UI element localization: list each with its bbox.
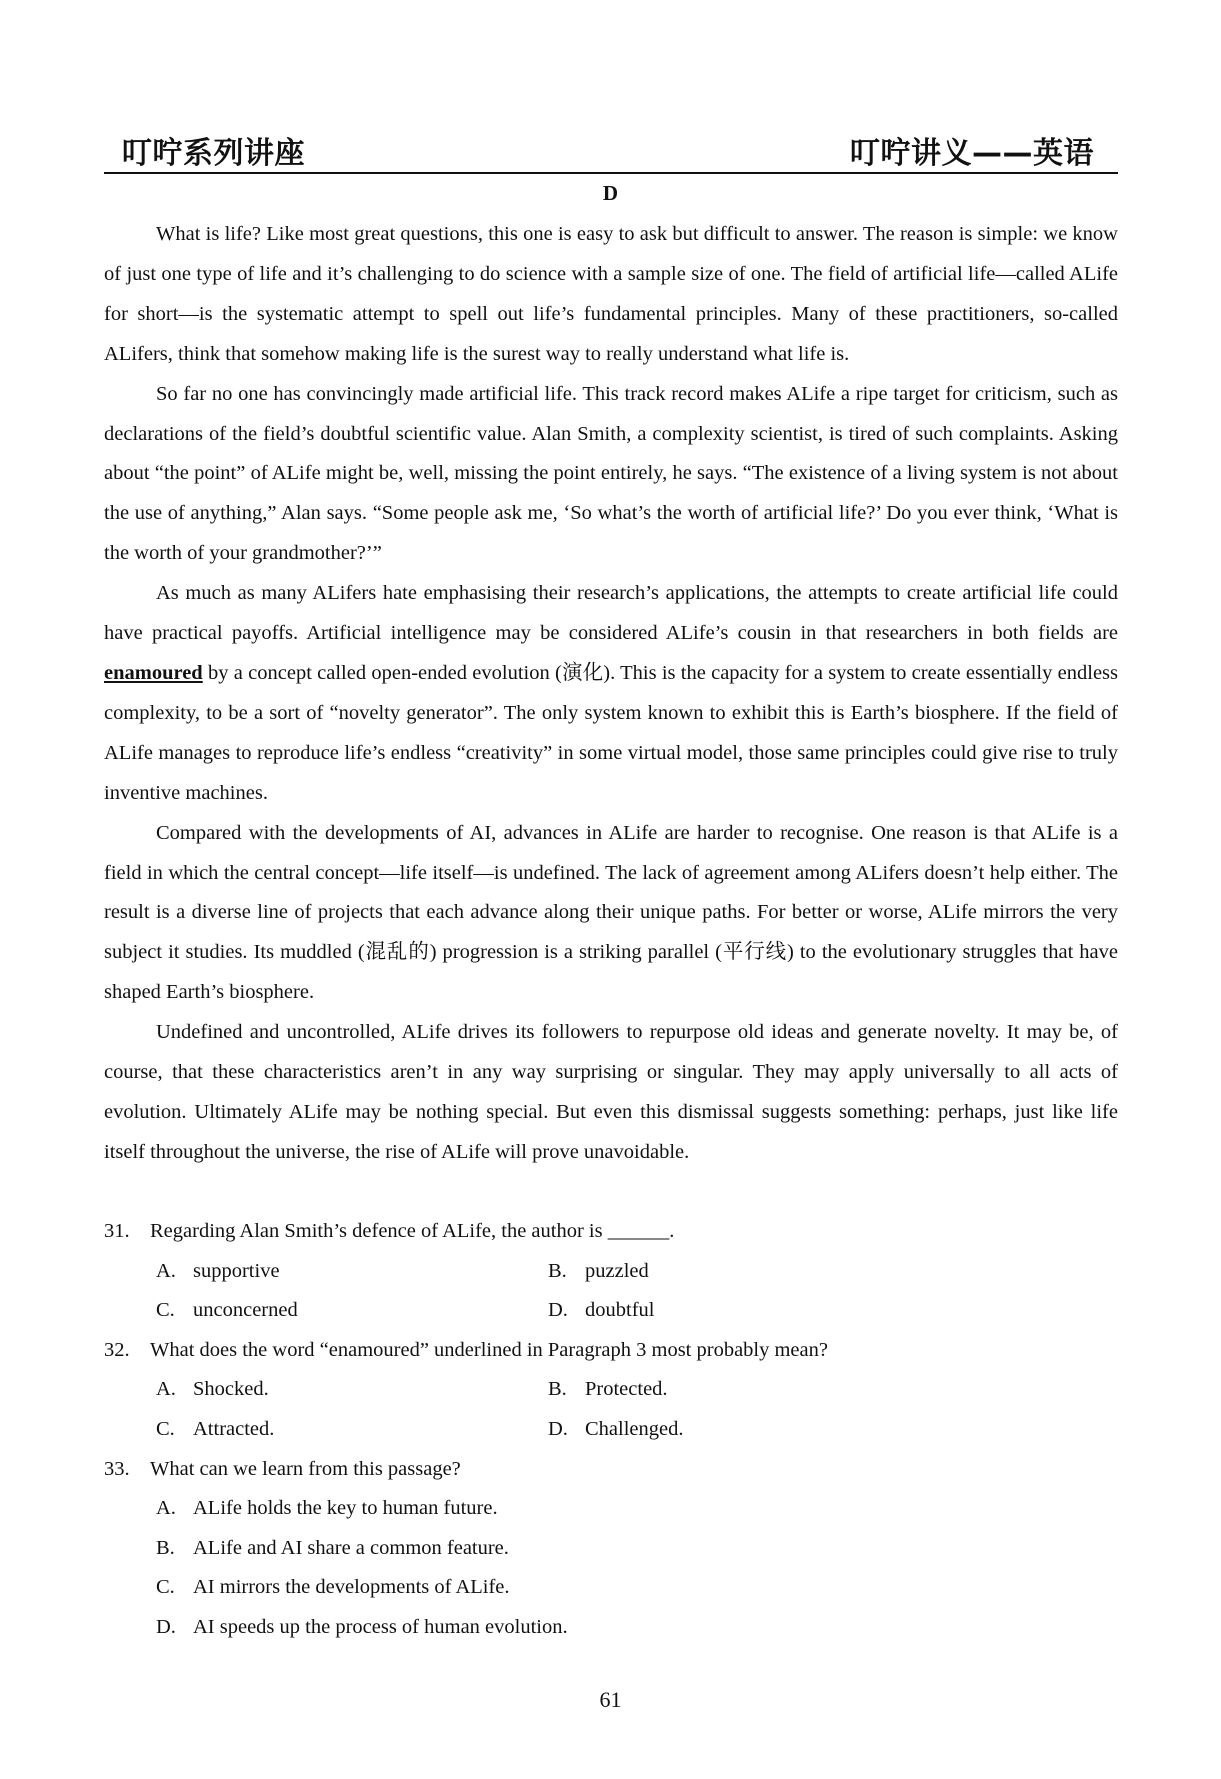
- options-row: [104, 1252, 1118, 1292]
- paragraph-2: So far no one has convincingly made artificial life. This track record makes ALife a ripe target for criticism, such as declarations of the field’s doubtful scientific value. Alan Smith, a complexity scientist, is tired of such complaints. Asking about “the point” of ALife might be, well, missing the point entirely, he says. “The existence of a living system is not about the use of anything,” Alan says. “Some people ask me, ‘So what’s the worth of artificial life?’ Do you ever think, ‘What is the worth of your grandmother?’”: [104, 382, 1118, 565]
- option-letter: B.: [548, 1259, 567, 1282]
- option-letter: A.: [156, 1259, 176, 1282]
- option-text: AI mirrors the developments of ALife.: [193, 1576, 510, 1599]
- option-d[interactable]: [548, 1291, 940, 1331]
- section-letter: D: [602, 181, 619, 205]
- option-b[interactable]: [104, 1529, 1118, 1569]
- handout-title: 叮咛讲义——英语: [850, 136, 1094, 171]
- option-a[interactable]: [104, 1489, 1118, 1529]
- option-text: ALife holds the key to human future.: [193, 1497, 498, 1520]
- option-letter: D.: [548, 1299, 568, 1322]
- option-text: Attracted.: [193, 1417, 275, 1440]
- option-text: AI speeds up the process of human evolution.: [193, 1615, 568, 1638]
- reading-passage: [104, 215, 1118, 1173]
- option-letter: B.: [156, 1536, 175, 1559]
- option-c[interactable]: [104, 1568, 1118, 1608]
- paragraph-5: Undefined and uncontrolled, ALife drives its followers to repurpose old ideas and generate novelty. It may be, of course, that these characteristics aren’t in any way surprising or singular. They may apply universally to all acts of evolution. Ultimately ALife may be nothing special. But even this dismissal suggests something: perhaps, just like life itself throughout the universe, the rise of ALife will prove unavoidable.: [104, 1021, 1118, 1163]
- option-letter: C.: [156, 1299, 175, 1322]
- option-text: doubtful: [585, 1299, 655, 1322]
- question-32: [104, 1331, 1118, 1371]
- question-number: 32.: [104, 1338, 130, 1361]
- option-letter: C.: [156, 1576, 175, 1599]
- page-header: [104, 124, 1118, 174]
- options-row: [104, 1291, 1118, 1331]
- question-stem: Regarding Alan Smith’s defence of ALife, the author is ______.: [150, 1220, 675, 1242]
- option-b[interactable]: [548, 1370, 940, 1410]
- option-d[interactable]: [104, 1608, 1118, 1648]
- option-letter: B.: [548, 1378, 567, 1401]
- series-title: 叮咛系列讲座: [122, 136, 305, 171]
- option-letter: A.: [156, 1378, 176, 1401]
- paragraph-3: [104, 574, 1118, 813]
- option-d[interactable]: [548, 1410, 940, 1450]
- option-text: unconcerned: [193, 1299, 298, 1322]
- option-text: ALife and AI share a common feature.: [193, 1536, 509, 1559]
- option-letter: D.: [156, 1615, 176, 1638]
- paragraph-3-after: by a concept called open-ended evolution (演化). This is the capacity for a system to create essentially endless complexity, to be a sort of “novelty generator”. The only system known to exhibit this is Earth’s biosphere. If the field of ALife manages to reproduce life’s endless “creativity” in some virtual model, those same principles could give rise to truly inventive machines.: [104, 661, 1118, 804]
- option-a[interactable]: [156, 1252, 548, 1292]
- option-c[interactable]: [156, 1410, 548, 1450]
- question-list: [104, 1212, 1118, 1648]
- option-c[interactable]: [156, 1291, 548, 1331]
- option-text: Shocked.: [193, 1378, 269, 1401]
- question-stem: What can we learn from this passage?: [150, 1457, 461, 1480]
- underlined-word: enamoured: [104, 661, 203, 684]
- question-number: 33.: [104, 1457, 130, 1480]
- options-row: [104, 1410, 1118, 1450]
- option-text: Challenged.: [585, 1417, 684, 1440]
- paragraph-3-before: As much as many ALifers hate emphasising their research’s applications, the attempts to create artificial life could have practical payoffs. Artificial intelligence may be considered ALife’s cousin in that researchers in both fields are: [104, 582, 1118, 645]
- paragraph-4: Compared with the developments of AI, advances in ALife are harder to recognise. One reason is that ALife is a field in which the central concept—life itself—is undefined. The lack of agreement among ALifers doesn’t help either. The result is a diverse line of projects that each advance along their unique paths. For better or worse, ALife mirrors the very subject it studies. Its muddled (混乱的) progression is a striking parallel (平行线) to the evolutionary struggles that have shaped Earth’s biosphere.: [104, 821, 1118, 1004]
- options-row: [104, 1370, 1118, 1410]
- question-number: 31.: [104, 1220, 130, 1242]
- option-text: puzzled: [585, 1259, 649, 1282]
- question-31: [104, 1212, 1118, 1252]
- paragraph-1: What is life? Like most great questions, this one is easy to ask but difficult to answer. The reason is simple: we know of just one type of life and it’s challenging to do science with a sample size of one. The field of artificial life—called ALife for short—is the systematic attempt to spell out life’s fundamental principles. Many of these practitioners, so-called ALifers, think that somehow making life is the surest way to really understand what life is.: [104, 223, 1118, 365]
- page-number: 61: [599, 1687, 622, 1712]
- option-b[interactable]: [548, 1252, 940, 1292]
- option-text: supportive: [193, 1259, 280, 1282]
- option-letter: A.: [156, 1497, 176, 1520]
- option-text: Protected.: [585, 1378, 668, 1401]
- option-letter: D.: [548, 1417, 568, 1440]
- option-a[interactable]: [156, 1370, 548, 1410]
- option-letter: C.: [156, 1417, 175, 1440]
- question-33: [104, 1450, 1118, 1490]
- question-stem: What does the word “enamoured” underlined in Paragraph 3 most probably mean?: [150, 1338, 828, 1361]
